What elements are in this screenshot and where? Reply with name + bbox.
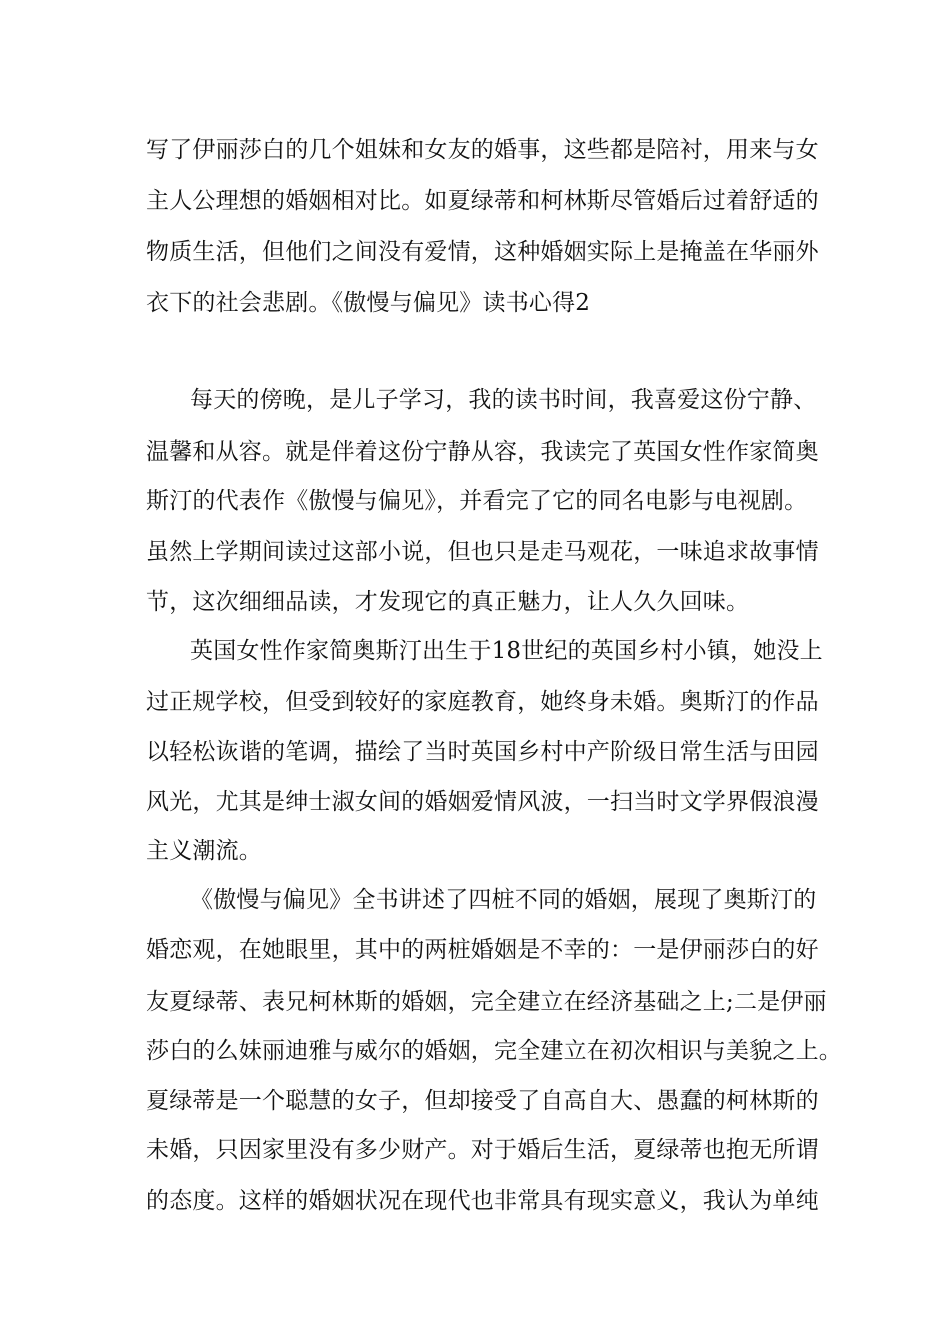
text-line: 夏绿蒂是一个聪慧的女子，但却接受了自高自大、愚蠢的柯林斯的 [146,1088,819,1114]
text-line: 的态度。这样的婚姻状况在现代也非常具有现实意义，我认为单纯 [146,1188,819,1214]
text-line: 物质生活，但他们之间没有爱情，这种婚姻实际上是掩盖在华丽外 [146,239,819,265]
text-line: 莎白的么妹丽迪雅与威尔的婚姻，完全建立在初次相识与美貌之上。 [146,1038,842,1064]
text-line: 过正规学校，但受到较好的家庭教育，她终身未婚。奥斯汀的作品 [146,689,819,715]
paragraph-first-line: 每天的傍晚，是儿子学习，我的读书时间，我喜爱这份宁静、 [190,387,817,413]
text-line: 节，这次细细品读，才发现它的真正魅力，让人久久回味。 [146,589,750,615]
text-line: 婚恋观，在她眼里，其中的两桩婚姻是不幸的：一是伊丽莎白的好 [146,937,819,963]
paragraph-first-line: 英国女性作家简奥斯汀出生于18世纪的英国乡村小镇，她没上 [190,638,823,664]
paragraph-first-line: 《傲慢与偏见》全书讲述了四桩不同的婚姻，展现了奥斯汀的 [190,887,817,913]
text-line: 主义潮流。 [146,838,262,864]
text-line: 主人公理想的婚姻相对比。如夏绿蒂和柯林斯尽管婚后过着舒适的 [146,188,819,214]
text-line: 风光，尤其是绅士淑女间的婚姻爱情风波，一扫当时文学界假浪漫 [146,789,819,815]
text-line: 写了伊丽莎白的几个姐妹和女友的婚事，这些都是陪衬，用来与女 [146,137,819,163]
text-line: 斯汀的代表作《傲慢与偏见》，并看完了它的同名电影与电视剧。 [146,488,808,514]
text-line: 虽然上学期间读过这部小说，但也只是走马观花，一味追求故事情 [146,539,819,565]
text-line: 温馨和从容。就是伴着这份宁静从容，我读完了英国女性作家简奥 [146,439,819,465]
text-line: 友夏绿蒂、表兄柯林斯的婚姻，完全建立在经济基础之上;二是伊丽 [146,989,827,1015]
text-line: 未婚，只因家里没有多少财产。对于婚后生活，夏绿蒂也抱无所谓 [146,1137,819,1163]
text-line: 以轻松诙谐的笔调，描绘了当时英国乡村中产阶级日常生活与田园 [146,739,819,765]
text-line: 衣下的社会悲剧。《傲慢与偏见》读书心得2 [146,290,591,316]
